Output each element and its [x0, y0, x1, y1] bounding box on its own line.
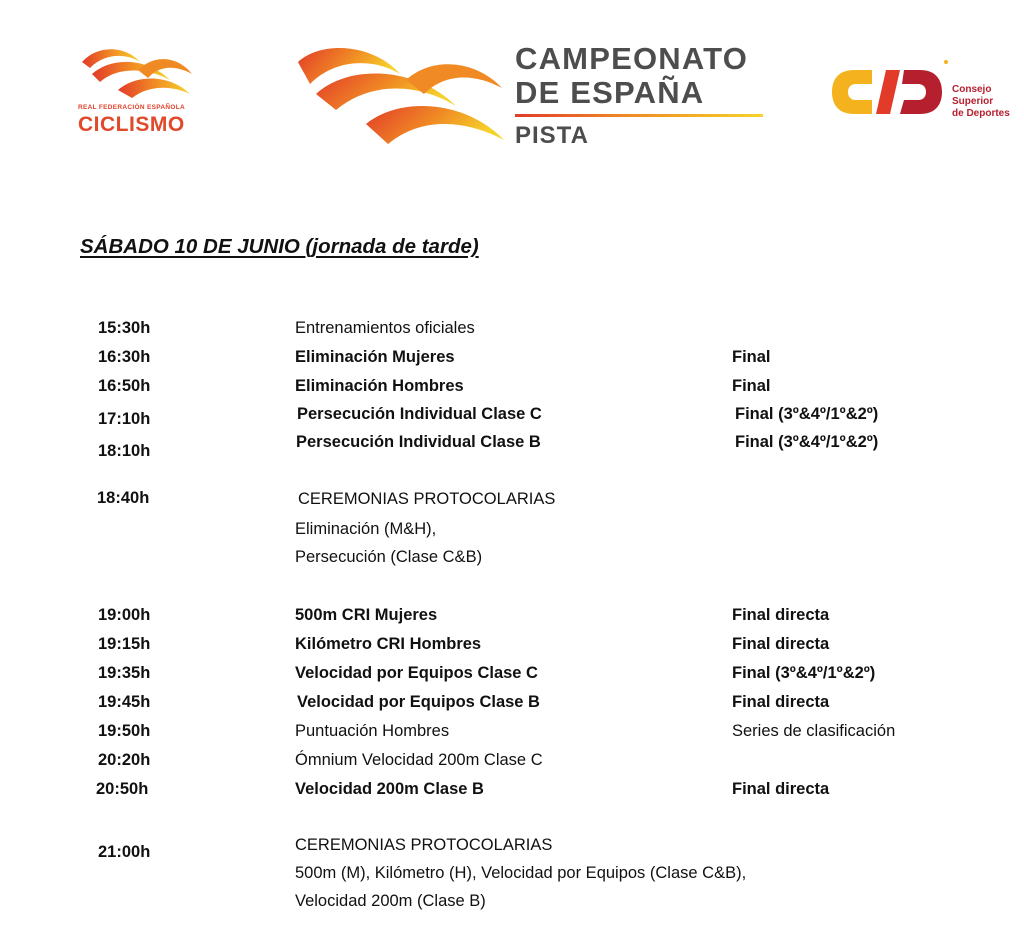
ceremony-detail: 500m (M), Kilómetro (H), Velocidad por Equipos (Clase C&B), — [295, 864, 747, 882]
schedule-event: Eliminación Mujeres — [295, 348, 455, 366]
schedule-event: Persecución Individual Clase B — [296, 433, 541, 451]
schedule-phase: Final directa — [732, 635, 830, 653]
ceremony-heading: CEREMONIAS PROTOCOLARIAS — [298, 490, 556, 508]
schedule-time: 16:50h — [98, 377, 151, 395]
schedule-time: 19:35h — [98, 664, 151, 682]
schedule-time: 15:30h — [98, 319, 151, 337]
schedule-event: Velocidad por Equipos Clase C — [295, 664, 538, 682]
schedule-event: Eliminación Hombres — [295, 377, 464, 395]
schedule-time: 19:15h — [98, 635, 151, 653]
ceremony-detail: Velocidad 200m (Clase B) — [295, 892, 486, 910]
championship-discipline: PISTA — [515, 122, 589, 149]
schedule-time: 20:20h — [98, 751, 151, 769]
schedule-phase: Final (3º&4º/1º&2º) — [735, 405, 879, 423]
championship-title-line1: CAMPEONATO — [515, 41, 749, 76]
csd-name-line3: de Deportes — [952, 108, 1010, 119]
championship-divider — [515, 114, 763, 117]
schedule-phase: Final — [732, 377, 771, 395]
schedule-phase: Final directa — [732, 606, 830, 624]
schedule-event: Persecución Individual Clase C — [297, 405, 542, 423]
schedule-event: Kilómetro CRI Hombres — [295, 635, 482, 653]
rfec-subtitle: REAL FEDERACIÓN ESPAÑOLA — [78, 104, 185, 111]
schedule-event: Entrenamientos oficiales — [295, 319, 475, 337]
day-title: SÁBADO 10 DE JUNIO (jornada de tarde) — [80, 235, 479, 258]
schedule-time: 19:45h — [98, 693, 151, 711]
schedule-phase: Final (3º&4º/1º&2º) — [735, 433, 879, 451]
schedule-phase: Final — [732, 348, 771, 366]
schedule-phase: Final directa — [732, 693, 830, 711]
schedule-time: 18:10h — [98, 442, 151, 460]
schedule-time: 17:10h — [98, 410, 151, 428]
schedule-phase: Final (3º&4º/1º&2º) — [732, 664, 876, 682]
schedule-event: 500m CRI Mujeres — [295, 606, 438, 624]
schedule-time: 20:50h — [96, 780, 149, 798]
schedule-time: 18:40h — [97, 489, 150, 507]
ceremony-detail: Eliminación (M&H), — [295, 520, 437, 538]
schedule-event: Puntuación Hombres — [295, 722, 450, 740]
ceremony-detail: Persecución (Clase C&B) — [295, 548, 483, 566]
schedule-time: 16:30h — [98, 348, 151, 366]
schedule-event: Velocidad por Equipos Clase B — [297, 693, 540, 711]
schedule-event: Velocidad 200m Clase B — [295, 780, 484, 798]
csd-name — [952, 84, 1010, 120]
csd-name-line1: Consejo — [952, 84, 992, 95]
csd-logo — [828, 56, 948, 126]
rfec-name: CICLISMO — [78, 113, 185, 136]
schedule-phase: Series de clasificación — [732, 722, 896, 740]
schedule-time: 19:50h — [98, 722, 151, 740]
schedule-time: 19:00h — [98, 606, 151, 624]
schedule-phase: Final directa — [732, 780, 830, 798]
schedule-time: 21:00h — [98, 843, 151, 861]
championship-swoosh-logo — [296, 44, 511, 154]
ceremony-heading: CEREMONIAS PROTOCOLARIAS — [295, 836, 553, 854]
csd-name-line2: Superior — [952, 96, 994, 107]
schedule-event: Ómnium Velocidad 200m Clase C — [295, 751, 543, 769]
championship-title-line2: DE ESPAÑA — [515, 75, 705, 110]
